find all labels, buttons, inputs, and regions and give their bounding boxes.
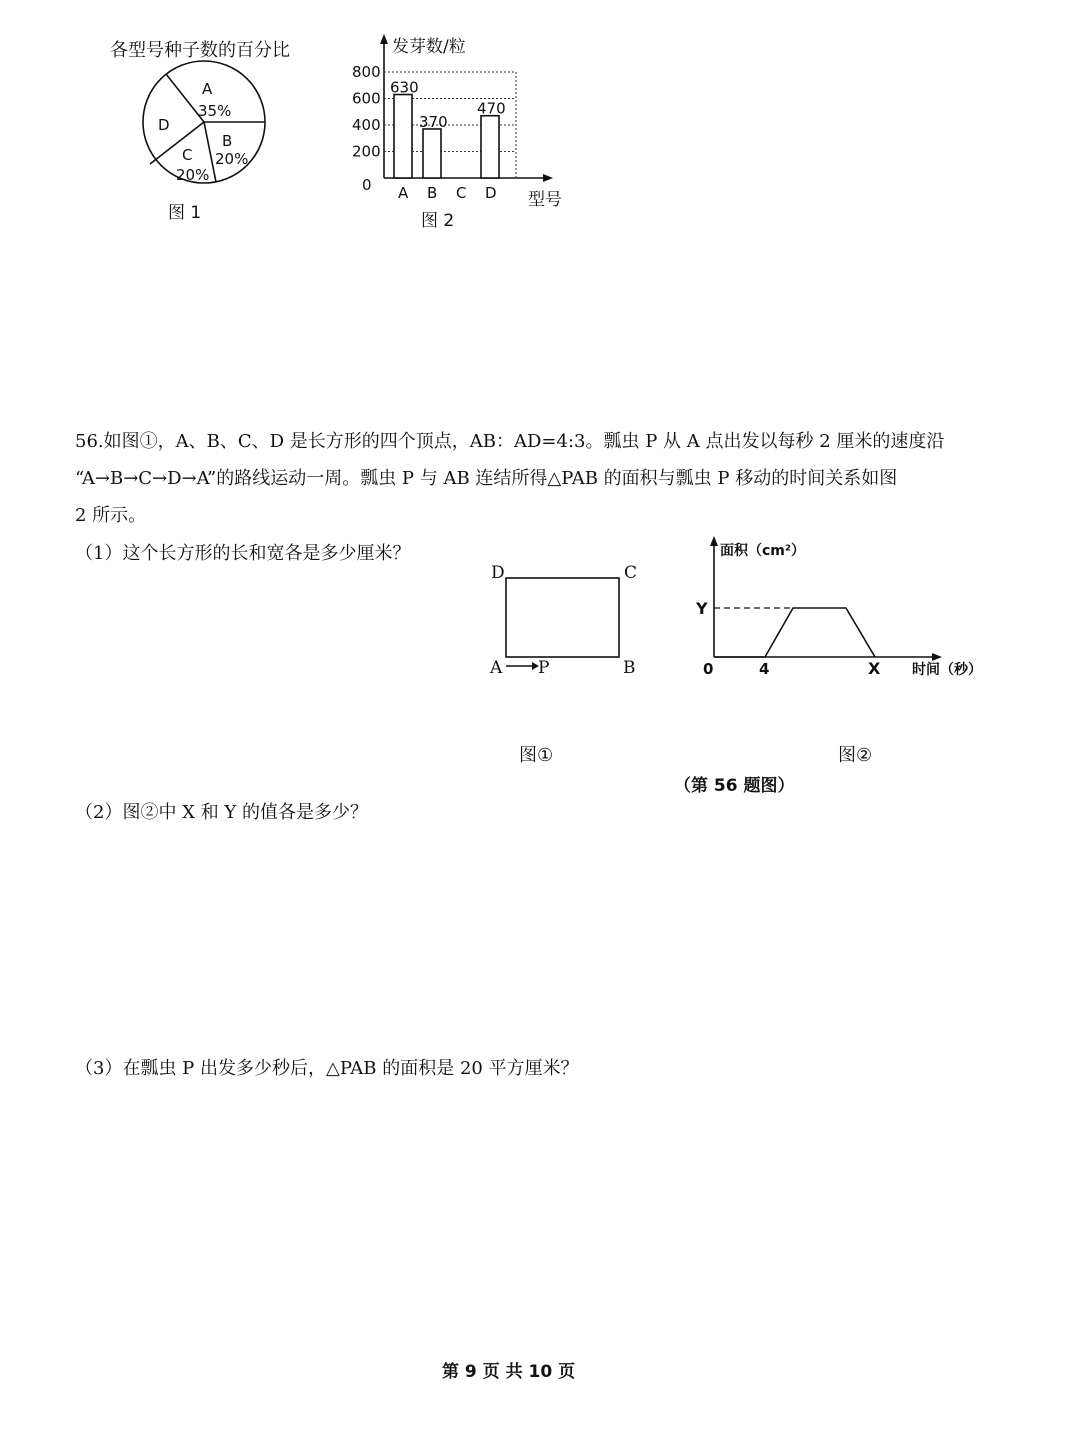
- pie-value-a: 35%: [198, 102, 232, 120]
- bar-x-axis-arrow: [543, 174, 553, 182]
- bar-category-label: C: [456, 184, 467, 202]
- bar-chart: [340, 30, 580, 240]
- bar-category-label: B: [427, 184, 438, 202]
- bar-data-label: 370: [419, 112, 448, 131]
- area-curve: [714, 608, 875, 657]
- q56-line3: 2 所示。: [75, 505, 147, 526]
- bar-y-axis-arrow: [380, 34, 388, 44]
- q56-sub2: （2）图②中 X 和 Y 的值各是多少？: [75, 802, 369, 823]
- pie-value-b: 20%: [215, 150, 249, 168]
- rectangle-abcd: [506, 578, 619, 657]
- area-time-graph: [690, 532, 1000, 682]
- graph-xlabel: 时间（秒）: [912, 662, 982, 678]
- bar: [423, 129, 441, 178]
- bar-category-label: A: [398, 184, 409, 202]
- fig1-title: 各型号种子数的百分比: [110, 40, 290, 61]
- bar-ytick-label: 600: [352, 89, 381, 108]
- x-axis-arrow: [932, 653, 942, 661]
- bar-category-label: D: [485, 184, 497, 202]
- point-p: P: [538, 658, 550, 678]
- bar: [481, 116, 499, 178]
- y-axis-arrow: [710, 536, 718, 546]
- pie-value-c: 20%: [176, 166, 210, 184]
- pie-label-d: D: [158, 116, 170, 134]
- bar-data-label: 470: [477, 99, 506, 118]
- graph-tick-4: 4: [759, 660, 770, 678]
- q56-line2: “A→B→C→D→A”的路线运动一周。瓢虫 P 与 AB 连结所得△PAB 的面积与瓢虫 P 移动的时间关系如图: [75, 468, 898, 489]
- bar-ytick-label: 800: [352, 63, 381, 81]
- rectangle-figure: [484, 556, 644, 686]
- vertex-b: B: [623, 658, 636, 678]
- figure-note: （第 56 题图）: [674, 776, 795, 796]
- pie-label-a: A: [202, 80, 213, 98]
- bar-xlabel: 型号: [528, 190, 562, 210]
- graph-x-value: X: [868, 659, 881, 678]
- pie-label-c: C: [182, 146, 193, 164]
- bar-data-label: 630: [390, 78, 419, 97]
- fig-1-caption: 图①: [519, 745, 554, 766]
- graph-ylabel: 面积（cm²）: [720, 543, 806, 559]
- q56-sub1: （1）这个长方形的长和宽各是多少厘米？: [75, 543, 411, 564]
- graph-origin: 0: [703, 660, 714, 678]
- pie-label-b: B: [222, 132, 233, 150]
- pie-chart: [138, 56, 270, 188]
- bar-origin: 0: [362, 176, 372, 194]
- bar-ytick-label: 200: [352, 142, 381, 161]
- bar-ytick-label: 400: [352, 116, 381, 134]
- vertex-c: C: [624, 563, 638, 583]
- bar: [394, 95, 412, 178]
- page-footer: 第 9 页 共 10 页: [442, 1362, 576, 1382]
- q56-sub3: （3）在瓢虫 P 出发多少秒后，△PAB 的面积是 20 平方厘米？: [75, 1058, 579, 1079]
- vertex-a: A: [490, 658, 503, 678]
- fig2-caption: 图 2: [421, 211, 455, 231]
- bar-ylabel: 发芽数/粒: [392, 37, 466, 57]
- vertex-d: D: [491, 563, 505, 583]
- q56-line1: 56.如图①，A、B、C、D 是长方形的四个顶点，AB：AD=4:3。瓢虫 P 从 A 点出发以每秒 2 厘米的速度沿: [75, 431, 945, 452]
- graph-y-value: Y: [696, 599, 708, 618]
- fig1-caption: 图 1: [168, 203, 202, 223]
- fig-2-caption: 图②: [838, 745, 873, 766]
